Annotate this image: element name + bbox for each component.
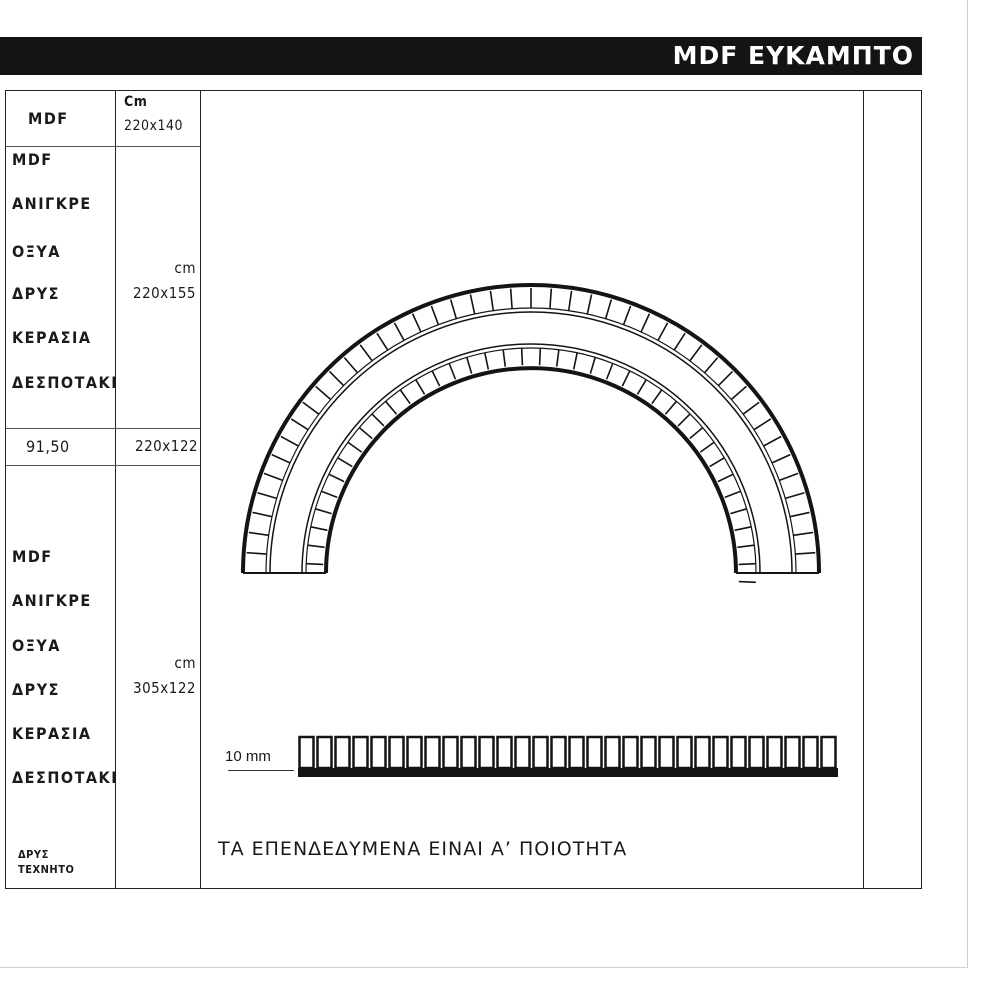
species-g1-4: ΚΕΡΑΣΙΑ [12,328,92,347]
species-g1-2: ΟΞΥΑ [12,242,61,261]
footnote-line-1: ΔΡΥΣ [18,848,49,861]
group1-unit: cm [174,259,196,277]
species-g1-0: MDF [12,150,53,169]
scale-underline [228,770,294,771]
header-title: MDF ΕΥΚΑΜΠΤΟ [672,41,914,70]
price-row-size: 220x122 [135,437,198,455]
species-g1-3: ΔΡΥΣ [12,284,60,303]
species-g2-1: ΑΝΙΓΚΡΕ [12,591,92,610]
species-g2-0: MDF [12,547,53,566]
grooved-strip-icon [298,737,838,777]
species-g1-5: ΔΕΣΠΟΤΑΚΙ [12,373,119,392]
scale-label: 10 mm [225,748,271,765]
species-g2-4: ΚΕΡΑΣΙΑ [12,724,92,743]
quality-note: ΤΑ ΕΠΕΝΔΕΔΥΜΕΝΑ ΕΙΝΑΙ Α’ ΠΟΙΟΤΗΤΑ [218,838,628,860]
column-header-size: 220x140 [124,118,184,134]
species-g2-2: ΟΞΥΑ [12,636,61,655]
species-g2-5: ΔΕΣΠΟΤΑΚΙ [12,768,119,787]
species-g2-3: ΔΡΥΣ [12,680,60,699]
group1-size: 220x155 [133,284,196,302]
group2-size: 305x122 [133,679,196,697]
price-label: 91,50 [26,437,70,456]
footnote-line-2: ΤΕΧΝΗΤΟ [18,863,75,876]
column-header-mdf: MDF [28,109,69,128]
column-header-unit: Cm [124,94,148,110]
group2-unit: cm [174,654,196,672]
species-g1-1: ΑΝΙΓΚΡΕ [12,194,92,213]
